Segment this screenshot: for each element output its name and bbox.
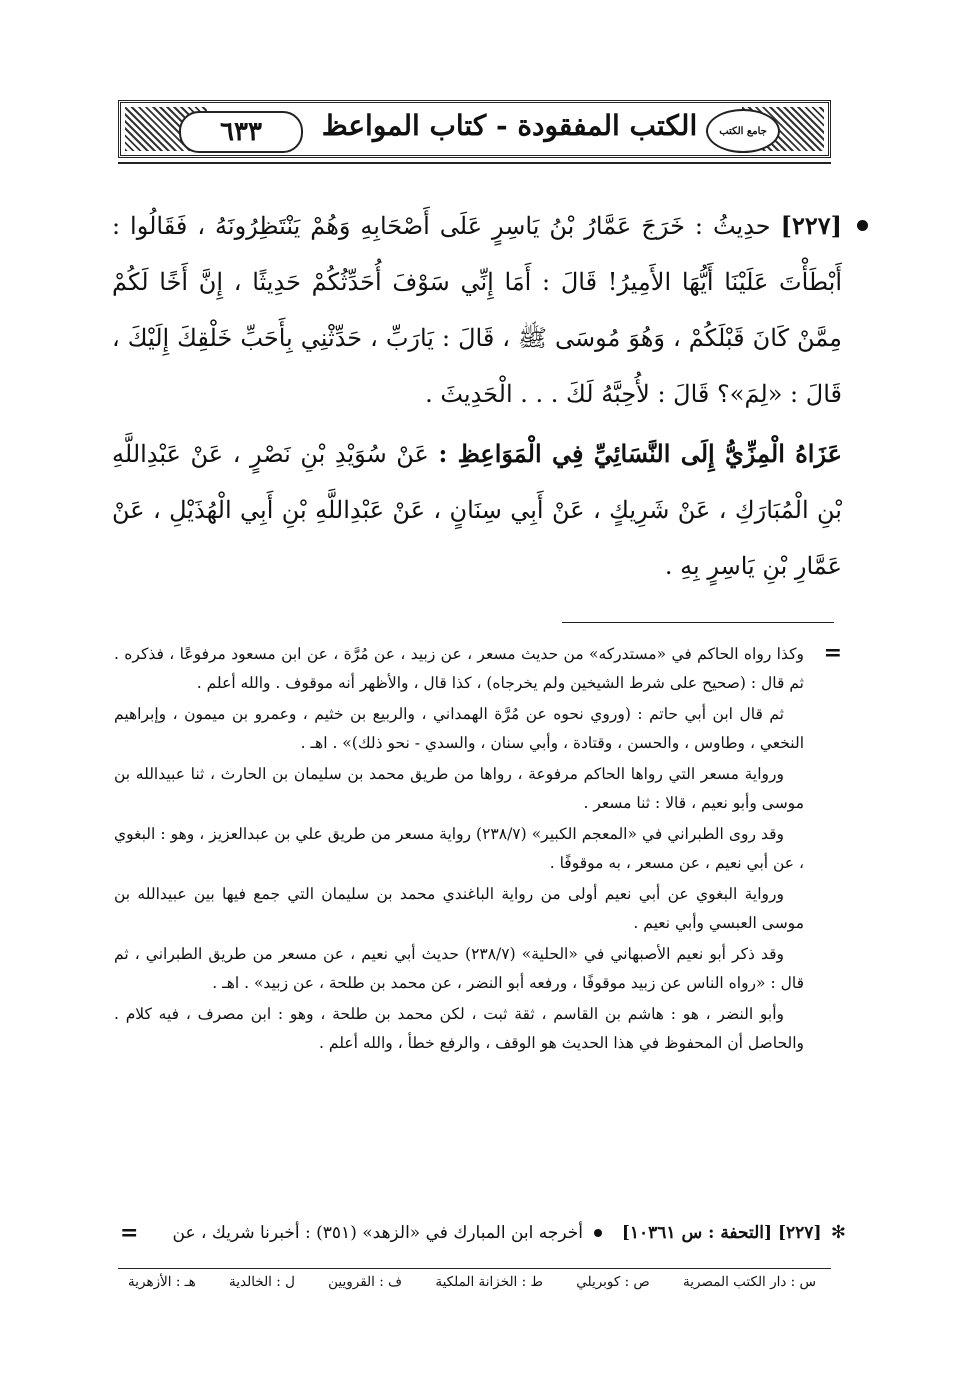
page-header <box>118 100 831 158</box>
hadith-number: [٢٢٧] <box>780 211 842 240</box>
legend-item: س : دار الكتب المصرية <box>683 1274 816 1290</box>
legend-item: ص : كوبريلي <box>576 1274 650 1290</box>
header-divider <box>118 162 831 164</box>
footnote-continuation-mark: = <box>823 640 842 666</box>
footnote-paragraph: وقد ذكر أبو نعيم الأصبهاني في «الحلية» (٢٣٨/٧) حديث أبي نعيم ، عن مسعر من طريق الطبراني ، ثم قال : «رواه الناس عن زبيد موقوفًا ، ورفعه أبو النضر ، عن محمد بن طلحة ، عن زبيد» . اهـ . <box>114 945 804 992</box>
star-icon: ✻ <box>830 1222 846 1243</box>
footnotes <box>114 640 804 1060</box>
page-number-cartouche <box>179 111 303 153</box>
footnote-paragraph: وقد روى الطبراني في «المعجم الكبير» (٢٣٨/٧) رواية مسعر من طريق علي بن عبدالعزيز ، وهو : البغوي ، عن أبي نعيم ، عن مسعر ، به موقوفًا . <box>114 825 804 872</box>
attribution-label: عَزَاهُ الْمِزِّيُّ إِلَى النَّسَائِيِّ فِي الْمَوَاعِظِ : <box>438 439 843 468</box>
footnote-paragraph: ورواية مسعر التي رواها الحاكم مرفوعة ، رواها من طريق محمد بن سليمان بن الحارث ، ثنا عبيدالله بن موسى وأبو نعيم ، قالا : ثنا مسعر . <box>114 765 804 812</box>
hadith-text: حدِيثُ : خَرَجَ عَمَّارُ بْنُ يَاسِرٍ عَلَى أَصْحَابِهِ وَهُمْ يَنْتَظِرُونَهُ ، فَقَالُوا : أَبْطَأْتَ عَلَيْنَا أَيُّهَا الأَمِيرُ! قَالَ : أَمَا إِنِّي سَوْفَ أُحَدِّثُكُمْ حَدِيثًا ، إِنَّ أَخًا لَكُمْ مِمَّنْ كَانَ قَبْلَكُمْ ، وَهُوَ مُوسَى ﷺ ، قَالَ : يَارَبِّ ، حَدِّثْنِي بِأَحَبِّ خَلْقِكَ إِلَيْكَ ، قَالَ : «لِمَ»؟ قَالَ : لأُحِبَّهُ لَكَ . . . الْحَدِيثَ . <box>112 212 842 408</box>
bottom-divider <box>118 1268 831 1269</box>
page-number: ٦٣٣ <box>220 117 262 147</box>
footnote-paragraph: ثم قال ابن أبي حاتم : (وروي نحوه عن مُرَّة الهمداني ، والربيع بن خثيم ، وعمرو بن ميمون ، وإبراهيم النخعي ، وطاوس ، والحسن ، وقتادة ، وأبي سنان ، والسدي - نحو ذلك)» . اهـ . <box>114 705 804 752</box>
tohfa-label: [٢٢٧] [التحفة : س ١٠٣٦١] <box>621 1223 822 1243</box>
footnote-paragraph: وأبو النضر ، هو : هاشم بن القاسم ، ثقة ثبت ، لكن محمد بن طلحة ، وهو : ابن مصرف ، فيه كلام . والحاصل أن المحفوظ في هذا الحديث هو الوقف ، والرفع خطأ ، والله أعلم . <box>114 1005 804 1052</box>
legend-item: ف : القرويين <box>328 1274 403 1290</box>
isnad-text: عَنْ سُوَيْدِ بْنِ نَصْرٍ ، عَنْ عَبْدِاللَّهِ بْنِ الْمُبَارَكِ ، عَنْ شَرِيكٍ ، عَنْ أَبِي سِنَانٍ ، عَنْ عَبْدِاللَّهِ بْنِ أَبِي الْهُذَيْلِ ، عَنْ عَمَّارِ بْنِ يَاسِرٍ بِهِ . <box>112 440 842 580</box>
footnote-divider <box>562 622 834 623</box>
footnote-paragraph: ورواية البغوي عن أبي نعيم أولى من رواية الباغندي محمد بن سليمان التي جمع فيها بين عبيدالله بن موسى العبسي وأبي نعيم . <box>114 885 804 932</box>
tohfa-continuation-mark: = <box>120 1220 139 1246</box>
bullet-icon <box>857 220 868 231</box>
bullet-icon <box>594 1229 602 1237</box>
running-title: الكتب المفقودة - كتاب المواعظ <box>321 109 698 142</box>
manuscript-legend <box>128 1274 816 1290</box>
logo-text: جامع الكتب <box>719 125 767 137</box>
legend-item: ل : الخالدية <box>229 1274 295 1290</box>
hadith-body <box>112 198 842 594</box>
legend-item: هـ : الأزهرية <box>128 1274 196 1290</box>
hadith-paragraph <box>112 198 842 422</box>
publisher-logo <box>706 109 780 153</box>
tohfa-line <box>140 1218 846 1248</box>
footnote-paragraph: وكذا رواه الحاكم في «مستدركه» من حديث مسعر ، عن زبيد ، عن مُرَّة ، عن ابن مسعود مرفوعًا ، فذكره . ثم قال : (صحيح على شرط الشيخين ولم يخرجاه) ، كذا قال ، والأظهر أنه موقوف . والله أعلم . <box>114 645 804 692</box>
tohfa-text: أخرجه ابن المبارك في «الزهد» (٣٥١) : أخبرنا شريك ، عن <box>172 1223 584 1243</box>
legend-item: ط : الخزانة الملكية <box>435 1274 543 1290</box>
attribution-paragraph <box>112 426 842 594</box>
